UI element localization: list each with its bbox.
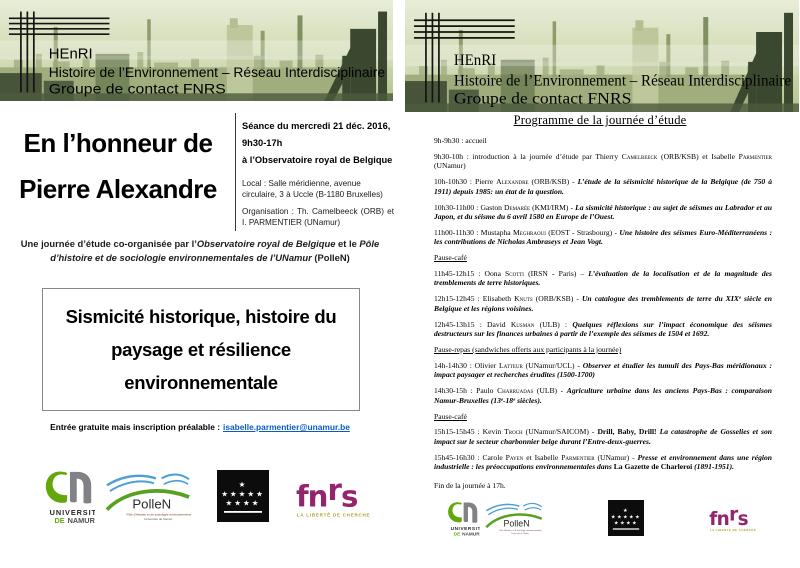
program-item — [434, 203, 772, 222]
text-segment: 14h-14h30 : Olivier — [434, 360, 500, 370]
text-segment: Latteur — [499, 360, 523, 370]
program-item — [434, 294, 772, 313]
honoree-title — [0, 120, 236, 212]
text-segment: 15h45-16h30 : Carole — [434, 452, 506, 462]
registration-label: Entrée gratuite mais inscription préalable : — [50, 422, 220, 432]
text-segment: (UNamur/SAICOM) - — [522, 427, 598, 437]
text-segment: Agriculture urbaine dans les anciens Pays-Bas : comparaison Namur-Bruxelles (13ᵉ-18ᵉ siècles). — [434, 386, 772, 405]
header-banner — [405, 0, 799, 112]
pollen-logo — [105, 469, 191, 523]
text-segment: Un catalogue des tremblements de terre du XIXᵉ siècle en Belgique et les régions voisines. — [434, 294, 773, 313]
text-segment: et le — [335, 238, 360, 249]
text-segment: (IRSN - Paris) – — [523, 269, 589, 279]
text-segment: Parmentier — [738, 151, 772, 161]
fnrs-logo — [294, 472, 370, 520]
text-segment: Troch — [504, 427, 523, 437]
program-item — [434, 228, 772, 247]
text-segment: La catastrophe de Gosselies et son impact sur le secteur charbonnier belge durant l’Entre-deux-guerres. — [434, 427, 772, 446]
program-item — [434, 453, 772, 472]
program-title: Programme de la journée d’étude — [513, 113, 687, 127]
honoree-line1: En l’honneur de — [23, 128, 213, 158]
text-segment: 12h15-12h45 : Elisabeth — [434, 294, 515, 304]
program-item — [434, 253, 772, 262]
text-segment: Pôle d’histoire et de sociologie environnementales de l’UNamur — [50, 238, 380, 263]
event-main-title: Sismicité historique, histoire du paysage et résilience environnementale — [42, 288, 360, 411]
session-info — [242, 118, 394, 228]
text-segment: Scotti — [505, 269, 524, 279]
text-segment: (1891-1951). — [694, 462, 735, 472]
program-item — [434, 427, 772, 446]
text-segment: Parmentier — [561, 452, 595, 462]
text-segment: (PolleN) — [311, 251, 350, 263]
text-segment: (UNamur/UCL) - — [522, 360, 583, 370]
text-segment: Pause-café — [434, 253, 467, 263]
program-item — [434, 386, 772, 405]
coorganisation-text — [12, 237, 388, 264]
registration-line — [0, 422, 400, 432]
text-segment: (ORB/KSB) - — [532, 294, 582, 304]
session-place: à l’Observatoire royal de Belgique — [242, 155, 393, 165]
text-segment: L’étude de la séismicité historique de la Belgique (de 750 à 1911) depuis 1985: un état de la question. — [434, 177, 773, 196]
text-segment: Fin de la journée à 17h. — [434, 480, 506, 490]
program-item — [434, 269, 772, 288]
text-segment: 10h30-11h00 : Gaston — [434, 202, 505, 212]
text-segment: Charruadas — [497, 386, 534, 396]
registration-email-link[interactable]: isabelle.parmentier@unamur.be — [223, 422, 350, 432]
text-segment: Payen — [505, 452, 524, 462]
text-segment: La Gazette de Charleroi — [613, 462, 695, 472]
program-item — [434, 412, 772, 421]
text-segment: (ORB/KSB) et Isabelle — [657, 151, 739, 161]
unamur-pollen-group — [444, 500, 543, 536]
observatoire-royal-logo — [608, 500, 644, 536]
program-item — [434, 152, 772, 171]
text-segment: 11h45-12h15 : Oona — [434, 269, 506, 279]
honoree-line2: Pierre Alexandre — [19, 174, 217, 204]
text-segment: 11h00-11h30 : Mustapha — [434, 227, 514, 237]
text-segment: Kusman — [510, 319, 535, 329]
text-segment: (KMI/IRM) - — [530, 202, 576, 212]
text-segment: 14h30-15h : Paulo — [434, 386, 498, 396]
text-segment: Quelques réflexions sur l’impact économique des séismes destructeurs sur les finances urbaines à partir de l’exemple des séismes de 1504 et 1692. — [434, 319, 772, 339]
text-segment: 15h15-15h45 : Kevin — [434, 427, 505, 437]
program-page — [400, 0, 800, 568]
logos-row — [36, 458, 370, 534]
text-segment: Camelbeeck — [621, 151, 658, 161]
universite-de-namur-logo — [444, 500, 482, 536]
text-segment: Drill, Baby, Drill! — [597, 427, 660, 437]
text-segment: (ULB) - — [533, 386, 567, 396]
observatoire-royal-logo — [217, 470, 269, 522]
text-segment: Pause-repas (sandwiches offerts aux participants à la journée) — [434, 345, 622, 354]
text-segment: Une histoire des séismes Euro-Méditerranéens : les contributions de Nicholas Ambraseys et Jean Vogt. — [434, 227, 772, 247]
text-segment: Observer et étudier les tumuli des Pays-Bas méridionaux : impact paysager et recherches érudites (1500-1700) — [434, 360, 773, 380]
text-segment: Observatoire royal de Belgique — [196, 238, 336, 249]
text-segment: (ORB/KSB) - — [528, 177, 578, 187]
fnrs-logo — [708, 503, 756, 533]
text-segment: Demarée — [504, 202, 531, 212]
header-banner — [0, 0, 393, 101]
text-segment: Pause-café — [434, 411, 467, 421]
text-segment: Alexandre — [496, 177, 529, 187]
session-local: Local : Salle méridienne, avenue circulaire, 3 à Uccle (B-1180 Bruxelles) — [242, 179, 383, 199]
text-segment: La sismicité historique : au sujet de séismes au Labrador et au Japon, et du séisme du 6 avril 1580 en Europe de l’Ouest. — [434, 202, 772, 221]
text-segment: Meghraoui — [513, 227, 546, 237]
text-segment: (UNamur) — [434, 161, 466, 171]
text-segment: Une journée d’étude co-organisée par l’ — [20, 238, 197, 249]
text-segment: 9h30-10h : introduction à la journée d’étude par Thierry — [434, 151, 622, 161]
program-list — [434, 136, 772, 496]
program-item — [434, 177, 772, 196]
unamur-pollen-group — [36, 468, 191, 524]
text-segment: (ULB) : — [534, 319, 573, 329]
text-segment: 12h45-13h15 : David — [434, 319, 511, 329]
program-item — [434, 361, 772, 380]
vertical-divider — [235, 113, 236, 231]
program-item — [434, 481, 772, 490]
text-segment: (UNamur) - — [594, 452, 638, 462]
program-item — [434, 136, 772, 145]
text-segment: et Isabelle — [523, 452, 562, 462]
program-item — [434, 345, 772, 354]
text-segment: 9h-9h30 : accueil — [434, 136, 487, 145]
text-segment: Knuts — [514, 294, 533, 304]
universite-de-namur-logo — [36, 468, 102, 524]
text-segment: Presse et environnement dans une région industrielle : les préoccupations environnementales dans — [434, 452, 772, 472]
program-item — [434, 320, 772, 339]
session-date: Séance du mercredi 21 déc. 2016, — [242, 121, 391, 131]
logos-row — [444, 492, 756, 544]
session-hours: 9h30-17h — [242, 138, 283, 148]
session-organisation: Organisation : Th. Camelbeeck (ORB) et I. PARMENTIER (UNamur) — [242, 207, 394, 227]
text-segment: 10h-10h30 : Pierre — [434, 177, 497, 187]
pollen-logo — [485, 500, 543, 536]
text-segment: L’évaluation de la localisation et de la magnitude des tremblements de terre historiques. — [434, 269, 772, 288]
text-segment: (EOST - Strasbourg) - — [545, 227, 620, 237]
